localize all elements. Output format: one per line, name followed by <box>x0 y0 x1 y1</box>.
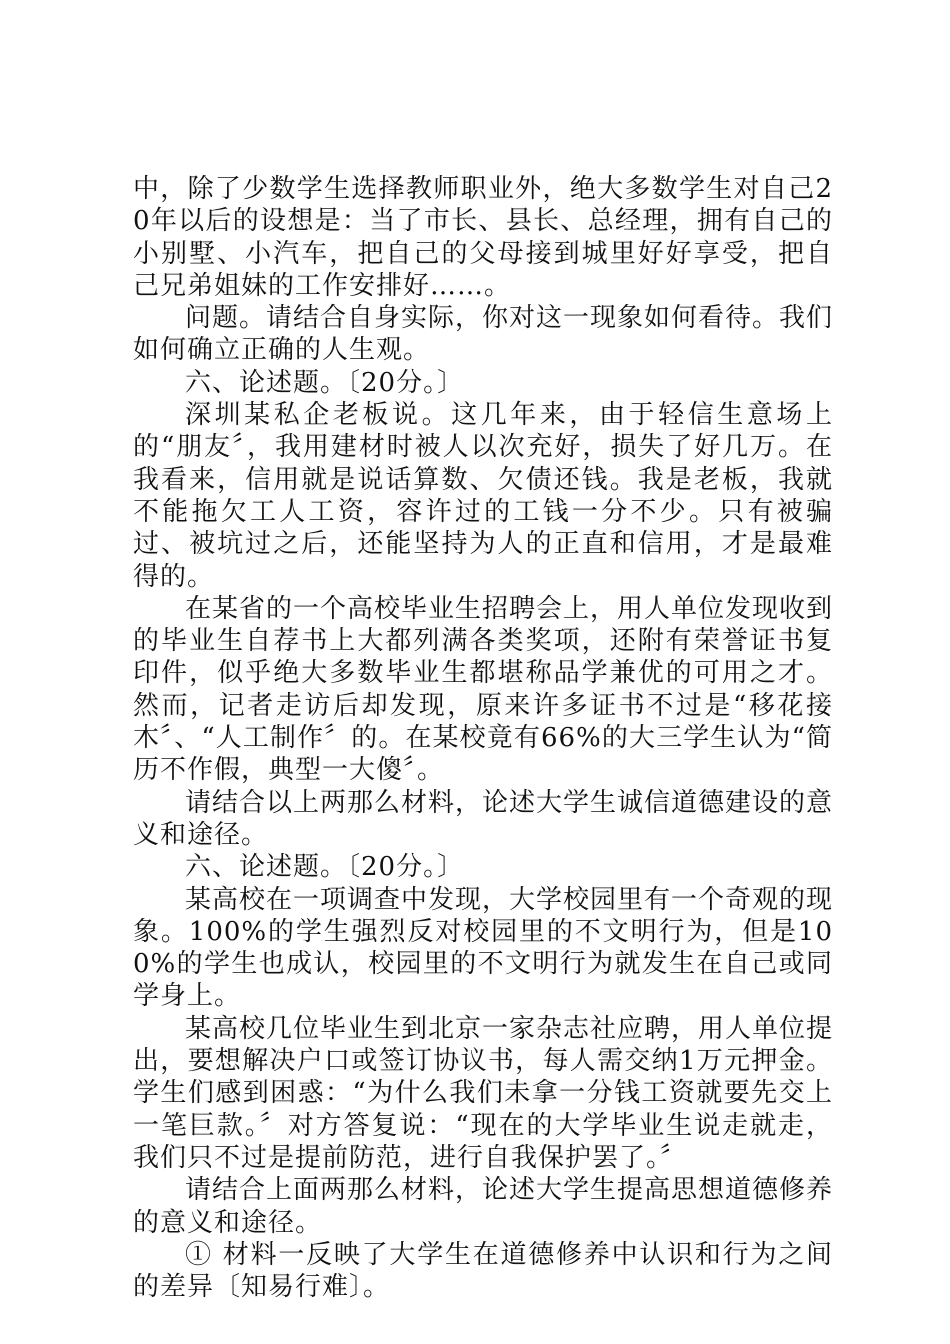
paragraph-answer: ① 材料一反映了大学生在道德修养中认识和行为之间的差异〔知易行难〕。 <box>133 1239 833 1303</box>
paragraph-material: 某高校几位毕业生到北京一家杂志社应聘，用人单位提出，要想解决户口或签订协议书，每人需交纳1万元押金。学生们感到困惑：“为什么我们未拿一分钱工资就要先交上一笔巨款。〞对方答复说：“现在的大学毕业生说走就走，我们只不过是提前防范，进行自我保护罢了。〞 <box>133 1013 834 1173</box>
paragraph-material: 某高校在一项调查中发现，大学校园里有一个奇观的现象。100%的学生强烈反对校园里的不文明行为，但是100%的学生也成认，校园里的不文明行为就发生在自己或同学身上。 <box>133 884 834 1012</box>
paragraph-question: 请结合上面两那么材料，论述大学生提高思想道德修养的意义和途径。 <box>133 1175 834 1238</box>
section-heading: 六、论述题。〔20分。〕 <box>185 852 465 883</box>
paragraph-question: 请结合以上两那么材料，论述大学生诚信道德建设的意义和途径。 <box>133 787 834 850</box>
paragraph-question: 问题。请结合自身实际，你对这一现象如何看待。我们如何确立正确的人生观。 <box>133 303 834 366</box>
paragraph-material: 在某省的一个高校毕业生招聘会上，用人单位发现收到的毕业生自荐书上大都列满各类奖项，还附有荣誉证书复印件，似乎绝大多数毕业生都堪称品学兼优的可用之才。然而，记者走访后却发现，原来许多证书不过是“移花接木〞、“人工制作〞的。在某校竟有66%的大三学生认为“简历不作假，典型一大傻〞。 <box>133 593 834 786</box>
paragraph-material: 深圳某私企老板说。这几年来，由于轻信生意场上的“朋友〞，我用建材时被人以次充好，损失了好几万。在我看来，信用就是说话算数、欠债还钱。我是老板，我就不能拖欠工人工资，容许过的工钱一分不少。只有被骗过、被坑过之后，还能坚持为人的正直和信用，才是最难得的。 <box>133 400 833 592</box>
document-body <box>133 173 833 1303</box>
paragraph-continuation: 中，除了少数学生选择教师职业外，绝大多数学生对自己20年以后的设想是：当了市长、县长、总经理，拥有自己的小别墅、小汽车，把自己的父母接到城里好好享受，把自己兄弟姐妹的工作安排好……。 <box>133 174 833 301</box>
section-heading: 六、论述题。〔20分。〕 <box>185 367 465 398</box>
